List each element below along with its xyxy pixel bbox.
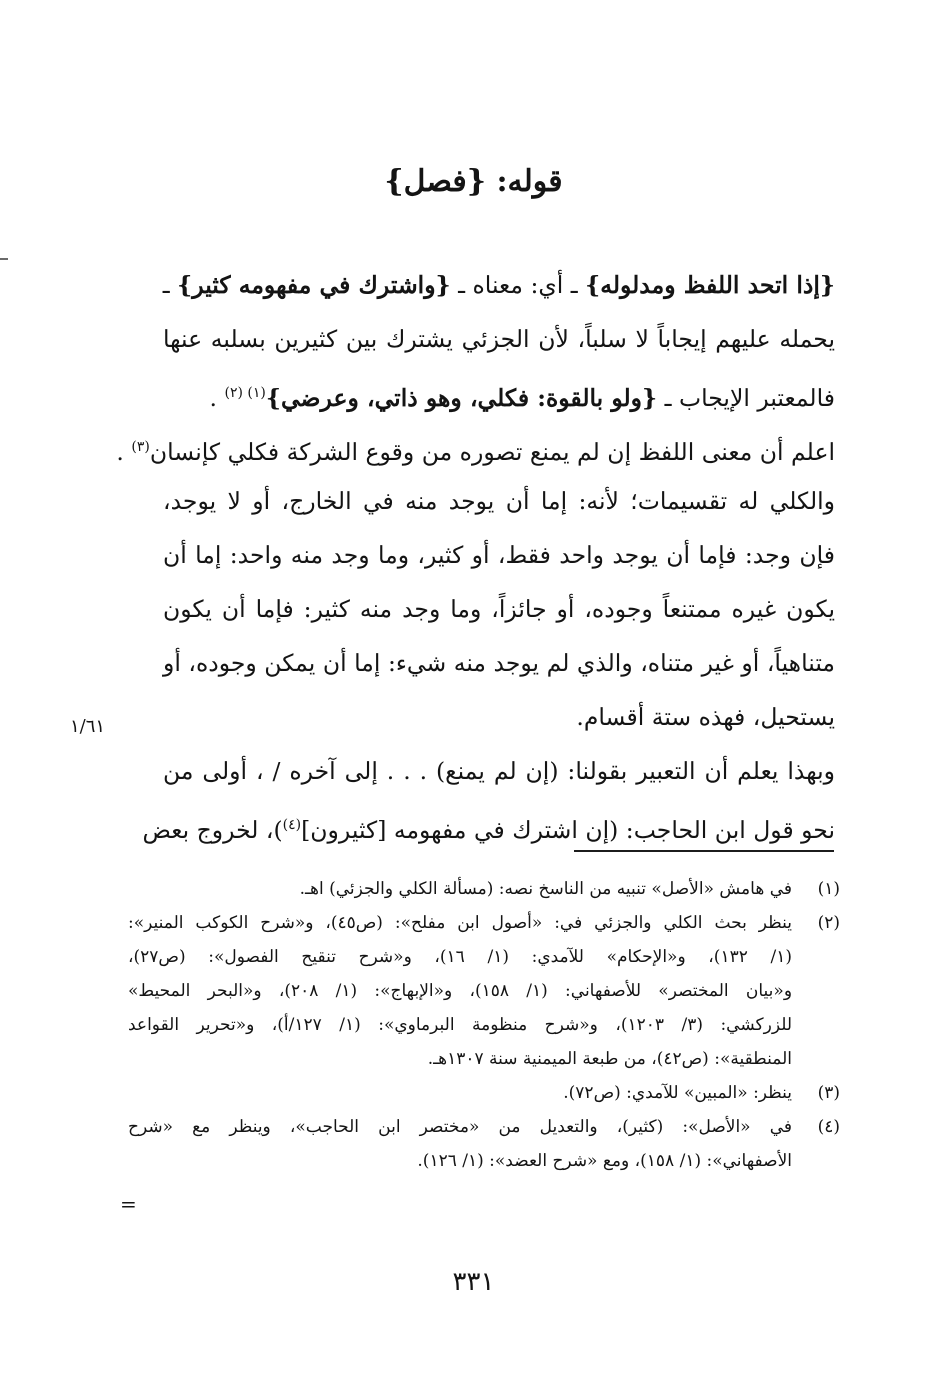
footnotes bbox=[128, 872, 840, 1178]
quoted-matn: {واشترك في مفهومه كثير} bbox=[177, 271, 451, 299]
text-line-4 bbox=[116, 420, 835, 474]
commentary-text: نحو قول ابن الحاجب: (إن اشترك في مفهومه [كثيرون] bbox=[301, 816, 835, 844]
footnote-ref: (١) (٢) bbox=[224, 385, 266, 401]
footnote-line: الأصفهاني»: (١/ ١٥٨)، ومع «شرح العضد»: (١/ ١٢٦). bbox=[417, 1151, 792, 1171]
commentary-text: ـ bbox=[162, 271, 178, 299]
footnote-line: و«بيان المختصر» للأصفهاني: (١/ ١٥٨)، و«الإبهاج»: (١/ ٢٠٨)، و«البحر المحيط» bbox=[128, 981, 793, 1001]
quoted-matn: {ولو بالقوة: فكلي، وهو ذاتي، وعرضي} bbox=[265, 384, 658, 412]
page-number: ٣٣١ bbox=[452, 1267, 495, 1297]
text-line-2: يحمله عليهم إيجاباً لا سلباً، لأن الجزئي يشترك بين كثيرين بسلبه عنها bbox=[163, 325, 835, 353]
footnote-4 bbox=[128, 1110, 840, 1178]
text-line-9: يستحيل، فهذه ستة أقسام. bbox=[576, 703, 835, 731]
commentary-text: اعلم أن معنى اللفظ إن لم يمنع تصوره من وقوع الشركة فكلي كإنسان bbox=[149, 438, 835, 466]
scan-edge-mark bbox=[0, 258, 8, 260]
main-text bbox=[116, 258, 835, 852]
quoted-matn: {إذا اتحد اللفظ ومدلوله} bbox=[585, 271, 835, 299]
section-heading: قوله: {فصل} bbox=[384, 164, 563, 199]
footnote-2 bbox=[128, 906, 840, 1076]
text-line-7: يكون غيره ممتنعاً وجوده، أو جائزاً، وما وجد منه كثير: فإما أن يكون bbox=[163, 595, 835, 623]
footnote-number: (١) bbox=[817, 879, 840, 899]
footnote-number: (٢) bbox=[817, 913, 840, 933]
commentary-text: فالمعتبر الإيجاب ـ bbox=[657, 384, 835, 412]
commentary-text: ـ أي: معناه ـ bbox=[450, 271, 586, 299]
text-line-6: فإن وجد: فإما أن يوجد واحد فقط، أو كثير، وما وجد منه واحد: إما أن bbox=[163, 541, 835, 569]
commentary-text: )، لخروج بعض bbox=[142, 816, 283, 844]
text-line-10: وبهذا يعلم أن التعبير بقولنا: (إن لم يمنع) . . . إلى آخره / ، أولى من bbox=[163, 757, 835, 785]
text-line-11 bbox=[142, 798, 835, 852]
text-line-1 bbox=[163, 258, 835, 312]
footnote-line: في «الأصل»: (كثير)، والتعديل من «مختصر ابن الحاجب»، وينظر مع «شرح bbox=[128, 1117, 792, 1137]
footnote-line: ينظر: «المبين» للآمدي: (ص٧٢). bbox=[563, 1083, 792, 1103]
manuscript-folio-note: ١/٦١ bbox=[70, 716, 106, 737]
footnote-ref: (٣) bbox=[131, 439, 150, 455]
commentary-text: . bbox=[116, 438, 132, 466]
commentary-text: . bbox=[209, 384, 225, 412]
text-line-3 bbox=[163, 366, 835, 420]
text-line-5: والكلي له تقسيمات؛ لأنه: إما أن يوجد منه في الخارج، أو لا يوجد، bbox=[163, 487, 835, 515]
footnote-line: في هامش «الأصل» تنبيه من الناسخ نصه: (مسألة الكلي والجزئي) اهـ. bbox=[299, 879, 792, 899]
footnote-3 bbox=[128, 1076, 840, 1110]
footnote-line: ينظر بحث الكلي والجزئي في: «أصول ابن مفلح»: (ص٤٥)، و«شرح الكوكب المنير»: bbox=[128, 913, 792, 933]
footnote-line: للزركشي: (٣/ ١٢٠٣)، و«شرح منظومة البرماوي»: (١/ ١٢٧/أ)، و«تحرير القواعد bbox=[128, 1015, 793, 1035]
text-line-8: متناهياً، أو غير متناه، والذي لم يوجد منه شيء: إما أن يمكن وجوده، أو bbox=[163, 649, 835, 677]
footnote-1 bbox=[128, 872, 840, 906]
footnote-line: (١/ ١٣٢)، و«الإحكام» للآمدي: (١/ ١٦)، و«شرح تنقيح الفصول»: (ص٢٧)، bbox=[128, 947, 792, 967]
footnote-number: (٤) bbox=[817, 1117, 840, 1137]
footnote-divider bbox=[574, 850, 834, 852]
footnote-line: المنطقية»: (ص٤٢)، من طبعة الميمنية سنة ١٣٠٧هـ. bbox=[427, 1049, 792, 1069]
footnote-number: (٣) bbox=[817, 1083, 840, 1103]
continuation-mark: = bbox=[120, 1192, 137, 1216]
footnote-ref: (٤) bbox=[282, 817, 302, 833]
